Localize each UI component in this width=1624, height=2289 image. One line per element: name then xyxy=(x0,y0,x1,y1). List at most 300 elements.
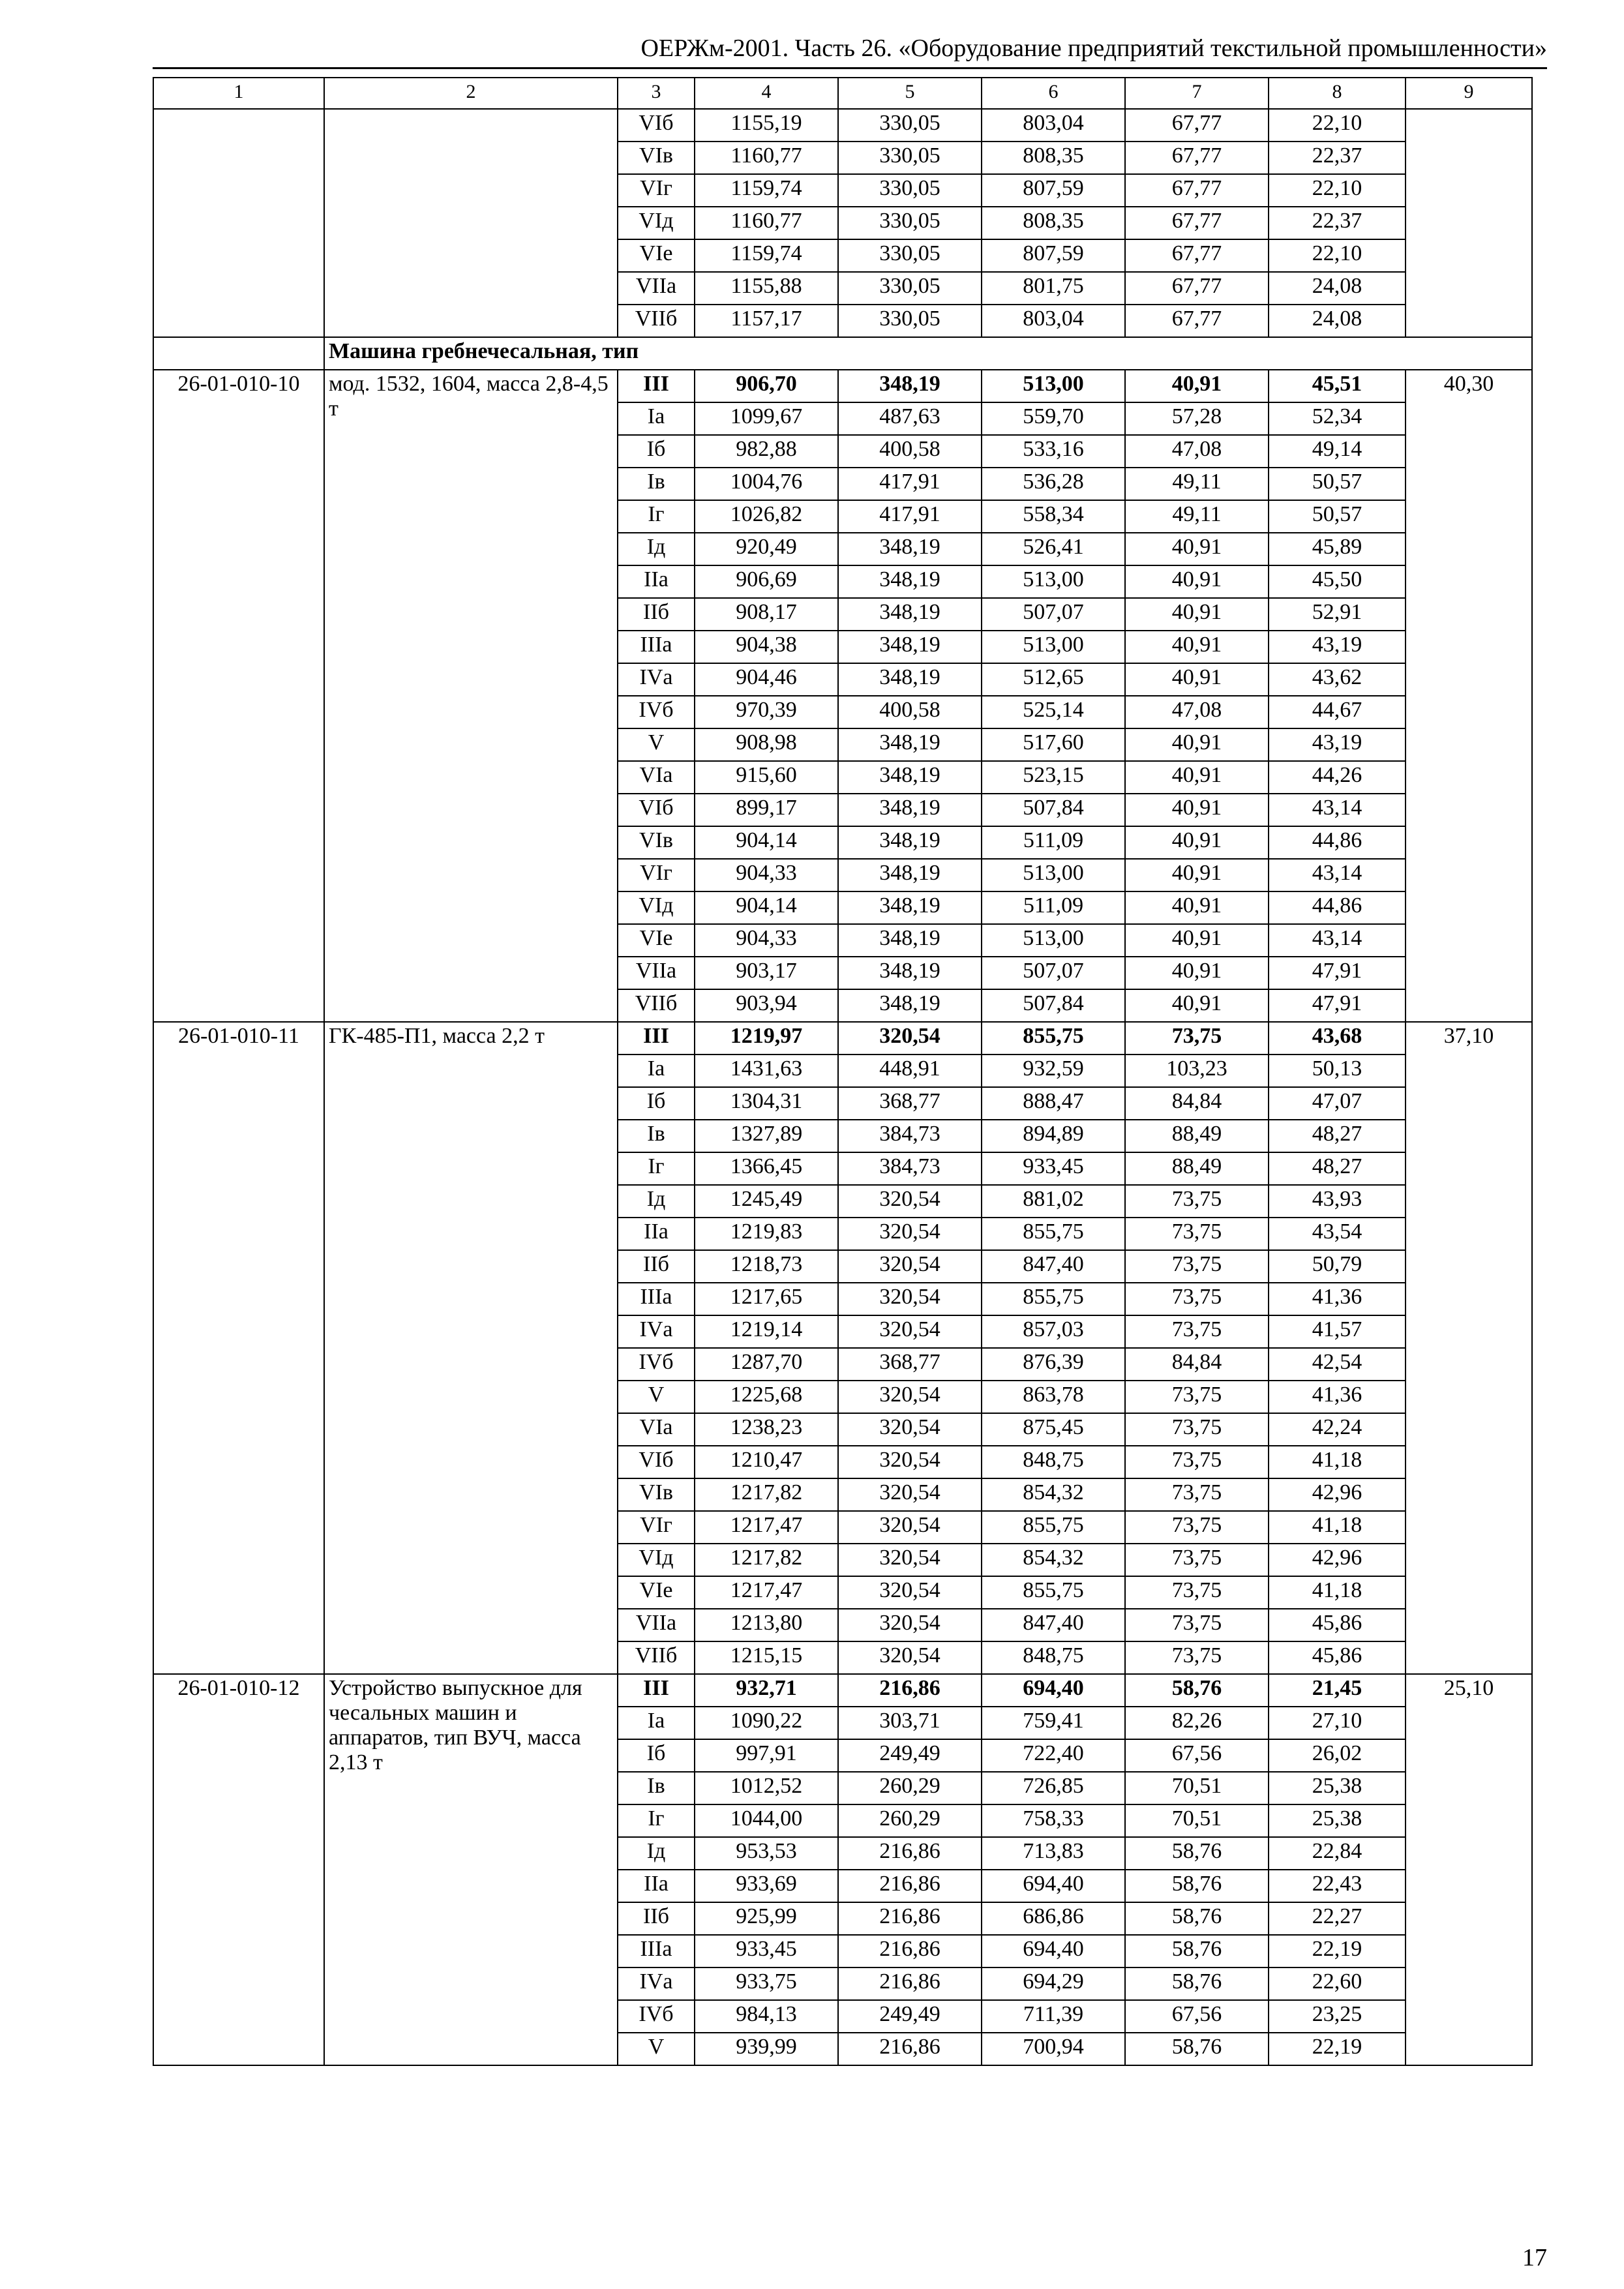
value-cell: 320,54 xyxy=(838,1609,982,1641)
value-cell: 44,86 xyxy=(1269,891,1406,924)
value-cell: 933,69 xyxy=(695,1870,838,1902)
value-cell: 48,27 xyxy=(1269,1120,1406,1152)
value-cell: 330,05 xyxy=(838,272,982,305)
category-cell: VIб xyxy=(618,109,695,142)
value-cell: 1217,82 xyxy=(695,1544,838,1576)
value-cell: 726,85 xyxy=(982,1772,1125,1804)
value-cell: 507,07 xyxy=(982,598,1125,631)
value-cell: 41,57 xyxy=(1269,1315,1406,1348)
value-cell: 40,91 xyxy=(1125,370,1269,402)
value-cell: 50,57 xyxy=(1269,500,1406,533)
value-cell: 1219,97 xyxy=(695,1022,838,1055)
category-cell: Iд xyxy=(618,1837,695,1870)
value-cell: 40,91 xyxy=(1125,533,1269,565)
value-cell: 216,86 xyxy=(838,2033,982,2065)
value-cell: 22,27 xyxy=(1269,1902,1406,1935)
value-cell: 43,68 xyxy=(1269,1022,1406,1055)
category-cell: VIIа xyxy=(618,1609,695,1641)
category-cell: VIг xyxy=(618,1511,695,1544)
value-cell: 73,75 xyxy=(1125,1544,1269,1576)
value-cell: 925,99 xyxy=(695,1902,838,1935)
value-cell: 939,99 xyxy=(695,2033,838,2065)
value-cell: 525,14 xyxy=(982,696,1125,728)
value-cell: 21,45 xyxy=(1269,1674,1406,1707)
value-cell: 933,75 xyxy=(695,1967,838,2000)
value-cell: 58,76 xyxy=(1125,1902,1269,1935)
item-code: 26-01-010-10 xyxy=(153,370,324,1022)
value-cell: 73,75 xyxy=(1125,1609,1269,1641)
item-description: мод. 1532, 1604, масса 2,8-4,5 т xyxy=(324,370,618,1022)
value-cell: 303,71 xyxy=(838,1707,982,1739)
category-cell: VIд xyxy=(618,207,695,239)
value-cell: 42,24 xyxy=(1269,1413,1406,1446)
value-cell: 22,10 xyxy=(1269,239,1406,272)
value-cell: 58,76 xyxy=(1125,1935,1269,1967)
value-cell: 44,26 xyxy=(1269,761,1406,794)
column-number: 8 xyxy=(1269,78,1406,109)
value-cell: 533,16 xyxy=(982,435,1125,468)
value-cell: 24,08 xyxy=(1269,305,1406,337)
value-cell: 43,62 xyxy=(1269,663,1406,696)
value-cell: 249,49 xyxy=(838,2000,982,2033)
group-title-row xyxy=(153,337,1532,370)
column-number: 4 xyxy=(695,78,838,109)
value-cell: 40,91 xyxy=(1125,794,1269,826)
value-cell: 44,86 xyxy=(1269,826,1406,859)
value-cell: 320,54 xyxy=(838,1576,982,1609)
value-cell: 67,56 xyxy=(1125,1739,1269,1772)
value-cell: 320,54 xyxy=(838,1315,982,1348)
value-cell: 686,86 xyxy=(982,1902,1125,1935)
value-cell: 847,40 xyxy=(982,1609,1125,1641)
value-cell: 43,14 xyxy=(1269,794,1406,826)
category-cell: IIа xyxy=(618,565,695,598)
value-cell: 855,75 xyxy=(982,1511,1125,1544)
value-cell: 22,10 xyxy=(1269,174,1406,207)
value-cell: 43,54 xyxy=(1269,1218,1406,1250)
value-cell: 25,38 xyxy=(1269,1804,1406,1837)
category-cell: VIа xyxy=(618,1413,695,1446)
value-cell: 1159,74 xyxy=(695,174,838,207)
value-cell: 320,54 xyxy=(838,1381,982,1413)
value-cell: 320,54 xyxy=(838,1185,982,1218)
value-cell: 348,19 xyxy=(838,663,982,696)
value-cell: 448,91 xyxy=(838,1055,982,1087)
value-cell: 899,17 xyxy=(695,794,838,826)
category-cell: VIб xyxy=(618,794,695,826)
value-cell: 881,02 xyxy=(982,1185,1125,1218)
value-cell: 43,14 xyxy=(1269,924,1406,957)
desc-cell-empty xyxy=(324,109,618,337)
value-cell: 1026,82 xyxy=(695,500,838,533)
value-cell: 854,32 xyxy=(982,1544,1125,1576)
value-cell: 507,07 xyxy=(982,957,1125,989)
value-cell: 1090,22 xyxy=(695,1707,838,1739)
value-cell: 43,19 xyxy=(1269,728,1406,761)
value-cell: 45,89 xyxy=(1269,533,1406,565)
value-cell: 759,41 xyxy=(982,1707,1125,1739)
category-cell: VIв xyxy=(618,142,695,174)
category-cell: Iа xyxy=(618,1707,695,1739)
value-cell: 70,51 xyxy=(1125,1772,1269,1804)
value-cell: 22,10 xyxy=(1269,109,1406,142)
value-cell: 970,39 xyxy=(695,696,838,728)
value-cell: 348,19 xyxy=(838,533,982,565)
value-cell: 58,76 xyxy=(1125,1870,1269,1902)
value-cell: 216,86 xyxy=(838,1674,982,1707)
value-cell: 807,59 xyxy=(982,174,1125,207)
value-cell: 368,77 xyxy=(838,1087,982,1120)
category-cell: Iб xyxy=(618,1739,695,1772)
item-description: Устройство выпускное для чесальных машин и аппаратов, тип ВУЧ, масса 2,13 т xyxy=(324,1674,618,2065)
value-cell: 348,19 xyxy=(838,957,982,989)
value-cell: 22,43 xyxy=(1269,1870,1406,1902)
value-cell: 1215,15 xyxy=(695,1641,838,1674)
table-row xyxy=(153,370,1532,402)
value-cell: 348,19 xyxy=(838,598,982,631)
column-number: 1 xyxy=(153,78,324,109)
category-cell: Iг xyxy=(618,1804,695,1837)
value-cell: 906,69 xyxy=(695,565,838,598)
category-cell: Iб xyxy=(618,1087,695,1120)
value-cell: 320,54 xyxy=(838,1022,982,1055)
price-table xyxy=(153,77,1533,2066)
category-cell: Iб xyxy=(618,435,695,468)
value-cell: 982,88 xyxy=(695,435,838,468)
value-cell: 23,25 xyxy=(1269,2000,1406,2033)
group-title: Машина гребнечесальная, тип xyxy=(324,337,1532,370)
value-cell: 513,00 xyxy=(982,631,1125,663)
value-cell: 216,86 xyxy=(838,1837,982,1870)
value-cell: 249,49 xyxy=(838,1739,982,1772)
category-cell: IIб xyxy=(618,1902,695,1935)
value-cell: 24,08 xyxy=(1269,272,1406,305)
value-cell: 320,54 xyxy=(838,1511,982,1544)
value-cell: 73,75 xyxy=(1125,1283,1269,1315)
value-cell: 40,91 xyxy=(1125,859,1269,891)
value-cell: 45,50 xyxy=(1269,565,1406,598)
value-cell: 875,45 xyxy=(982,1413,1125,1446)
category-cell: VIIб xyxy=(618,305,695,337)
category-cell: IVб xyxy=(618,2000,695,2033)
value-cell: 103,23 xyxy=(1125,1055,1269,1087)
value-cell: 1217,47 xyxy=(695,1576,838,1609)
value-cell: 906,70 xyxy=(695,370,838,402)
value-cell: 320,54 xyxy=(838,1283,982,1315)
value-cell: 22,60 xyxy=(1269,1967,1406,2000)
value-cell: 511,09 xyxy=(982,826,1125,859)
value-cell: 73,75 xyxy=(1125,1413,1269,1446)
category-cell: Iв xyxy=(618,1120,695,1152)
value-cell: 953,53 xyxy=(695,1837,838,1870)
category-cell: IIIа xyxy=(618,631,695,663)
value-cell: 22,84 xyxy=(1269,1837,1406,1870)
value-cell: 40,91 xyxy=(1125,728,1269,761)
value-cell: 1159,74 xyxy=(695,239,838,272)
value-cell: 1210,47 xyxy=(695,1446,838,1478)
col9-value: 40,30 xyxy=(1406,370,1532,1022)
category-cell: VIд xyxy=(618,1544,695,1576)
col9-value: 25,10 xyxy=(1406,1674,1532,2065)
value-cell: 45,86 xyxy=(1269,1609,1406,1641)
value-cell: 27,10 xyxy=(1269,1707,1406,1739)
value-cell: 512,65 xyxy=(982,663,1125,696)
value-cell: 848,75 xyxy=(982,1641,1125,1674)
category-cell: VIг xyxy=(618,859,695,891)
value-cell: 67,77 xyxy=(1125,109,1269,142)
value-cell: 348,19 xyxy=(838,761,982,794)
value-cell: 984,13 xyxy=(695,2000,838,2033)
value-cell: 1218,73 xyxy=(695,1250,838,1283)
value-cell: 400,58 xyxy=(838,696,982,728)
category-cell: IIб xyxy=(618,1250,695,1283)
value-cell: 47,91 xyxy=(1269,989,1406,1022)
value-cell: 67,77 xyxy=(1125,239,1269,272)
value-cell: 58,76 xyxy=(1125,1837,1269,1870)
value-cell: 43,93 xyxy=(1269,1185,1406,1218)
value-cell: 1012,52 xyxy=(695,1772,838,1804)
value-cell: 216,86 xyxy=(838,1902,982,1935)
value-cell: 320,54 xyxy=(838,1218,982,1250)
value-cell: 876,39 xyxy=(982,1348,1125,1381)
value-cell: 513,00 xyxy=(982,924,1125,957)
column-number: 6 xyxy=(982,78,1125,109)
value-cell: 41,18 xyxy=(1269,1576,1406,1609)
value-cell: 348,19 xyxy=(838,565,982,598)
value-cell: 82,26 xyxy=(1125,1707,1269,1739)
category-cell: VIе xyxy=(618,239,695,272)
value-cell: 558,34 xyxy=(982,500,1125,533)
value-cell: 513,00 xyxy=(982,565,1125,598)
value-cell: 526,41 xyxy=(982,533,1125,565)
value-cell: 1238,23 xyxy=(695,1413,838,1446)
value-cell: 67,77 xyxy=(1125,142,1269,174)
value-cell: 855,75 xyxy=(982,1283,1125,1315)
value-cell: 694,29 xyxy=(982,1967,1125,2000)
value-cell: 49,11 xyxy=(1125,468,1269,500)
value-cell: 559,70 xyxy=(982,402,1125,435)
value-cell: 1304,31 xyxy=(695,1087,838,1120)
value-cell: 40,91 xyxy=(1125,989,1269,1022)
value-cell: 487,63 xyxy=(838,402,982,435)
value-cell: 73,75 xyxy=(1125,1446,1269,1478)
value-cell: 808,35 xyxy=(982,207,1125,239)
value-cell: 908,17 xyxy=(695,598,838,631)
value-cell: 320,54 xyxy=(838,1446,982,1478)
category-cell: IVб xyxy=(618,1348,695,1381)
category-cell: Iг xyxy=(618,1152,695,1185)
category-cell: V xyxy=(618,2033,695,2065)
value-cell: 863,78 xyxy=(982,1381,1125,1413)
value-cell: 1287,70 xyxy=(695,1348,838,1381)
value-cell: 348,19 xyxy=(838,631,982,663)
value-cell: 67,77 xyxy=(1125,305,1269,337)
value-cell: 330,05 xyxy=(838,305,982,337)
table-row xyxy=(153,1022,1532,1055)
value-cell: 260,29 xyxy=(838,1772,982,1804)
category-cell: IIIа xyxy=(618,1283,695,1315)
value-cell: 384,73 xyxy=(838,1152,982,1185)
value-cell: 40,91 xyxy=(1125,761,1269,794)
value-cell: 22,37 xyxy=(1269,142,1406,174)
value-cell: 330,05 xyxy=(838,207,982,239)
value-cell: 511,09 xyxy=(982,891,1125,924)
value-cell: 904,14 xyxy=(695,891,838,924)
category-cell: IIIа xyxy=(618,1935,695,1967)
category-cell: V xyxy=(618,728,695,761)
value-cell: 915,60 xyxy=(695,761,838,794)
value-cell: 348,19 xyxy=(838,989,982,1022)
value-cell: 854,32 xyxy=(982,1478,1125,1511)
category-cell: VIIа xyxy=(618,272,695,305)
value-cell: 52,91 xyxy=(1269,598,1406,631)
value-cell: 1160,77 xyxy=(695,142,838,174)
value-cell: 73,75 xyxy=(1125,1478,1269,1511)
value-cell: 400,58 xyxy=(838,435,982,468)
category-cell: VIв xyxy=(618,1478,695,1511)
value-cell: 700,94 xyxy=(982,2033,1125,2065)
value-cell: 320,54 xyxy=(838,1250,982,1283)
value-cell: 330,05 xyxy=(838,239,982,272)
category-cell: IVа xyxy=(618,1967,695,2000)
value-cell: 67,56 xyxy=(1125,2000,1269,2033)
value-cell: 932,71 xyxy=(695,1674,838,1707)
value-cell: 903,94 xyxy=(695,989,838,1022)
value-cell: 904,46 xyxy=(695,663,838,696)
value-cell: 1431,63 xyxy=(695,1055,838,1087)
category-cell: Iд xyxy=(618,533,695,565)
item-description: ГК-485-П1, масса 2,2 т xyxy=(324,1022,618,1674)
header-rule xyxy=(153,67,1547,69)
column-number: 7 xyxy=(1125,78,1269,109)
value-cell: 26,02 xyxy=(1269,1739,1406,1772)
value-cell: 47,08 xyxy=(1125,435,1269,468)
value-cell: 1155,88 xyxy=(695,272,838,305)
value-cell: 52,34 xyxy=(1269,402,1406,435)
value-cell: 73,75 xyxy=(1125,1218,1269,1250)
value-cell: 1004,76 xyxy=(695,468,838,500)
value-cell: 41,36 xyxy=(1269,1283,1406,1315)
value-cell: 348,19 xyxy=(838,826,982,859)
value-cell: 932,59 xyxy=(982,1055,1125,1087)
category-cell: VIг xyxy=(618,174,695,207)
value-cell: 368,77 xyxy=(838,1348,982,1381)
value-cell: 320,54 xyxy=(838,1544,982,1576)
value-cell: 73,75 xyxy=(1125,1022,1269,1055)
value-cell: 50,57 xyxy=(1269,468,1406,500)
value-cell: 904,33 xyxy=(695,859,838,891)
value-cell: 920,49 xyxy=(695,533,838,565)
value-cell: 67,77 xyxy=(1125,207,1269,239)
value-cell: 40,91 xyxy=(1125,957,1269,989)
value-cell: 41,18 xyxy=(1269,1511,1406,1544)
category-cell: VIIа xyxy=(618,957,695,989)
value-cell: 908,98 xyxy=(695,728,838,761)
value-cell: 517,60 xyxy=(982,728,1125,761)
category-cell: VIIб xyxy=(618,1641,695,1674)
value-cell: 855,75 xyxy=(982,1576,1125,1609)
value-cell: 1217,47 xyxy=(695,1511,838,1544)
value-cell: 803,04 xyxy=(982,305,1125,337)
value-cell: 216,86 xyxy=(838,1870,982,1902)
value-cell: 43,14 xyxy=(1269,859,1406,891)
value-cell: 348,19 xyxy=(838,859,982,891)
value-cell: 803,04 xyxy=(982,109,1125,142)
column-number: 5 xyxy=(838,78,982,109)
value-cell: 47,07 xyxy=(1269,1087,1406,1120)
value-cell: 73,75 xyxy=(1125,1185,1269,1218)
value-cell: 894,89 xyxy=(982,1120,1125,1152)
category-cell: IIа xyxy=(618,1870,695,1902)
table-row xyxy=(153,1674,1532,1707)
value-cell: 25,38 xyxy=(1269,1772,1406,1804)
value-cell: 45,51 xyxy=(1269,370,1406,402)
value-cell: 22,19 xyxy=(1269,2033,1406,2065)
category-cell: IIб xyxy=(618,598,695,631)
value-cell: 330,05 xyxy=(838,174,982,207)
value-cell: 523,15 xyxy=(982,761,1125,794)
category-cell: VIа xyxy=(618,761,695,794)
column-number: 9 xyxy=(1406,78,1532,109)
value-cell: 808,35 xyxy=(982,142,1125,174)
value-cell: 1225,68 xyxy=(695,1381,838,1413)
value-cell: 507,84 xyxy=(982,794,1125,826)
category-cell: VIв xyxy=(618,826,695,859)
value-cell: 40,91 xyxy=(1125,891,1269,924)
value-cell: 847,40 xyxy=(982,1250,1125,1283)
value-cell: 855,75 xyxy=(982,1218,1125,1250)
value-cell: 320,54 xyxy=(838,1413,982,1446)
value-cell: 348,19 xyxy=(838,728,982,761)
value-cell: 536,28 xyxy=(982,468,1125,500)
category-cell: VIб xyxy=(618,1446,695,1478)
value-cell: 384,73 xyxy=(838,1120,982,1152)
running-header: ОЕРЖм-2001. Часть 26. «Оборудование предприятий текстильной промышленности» xyxy=(640,35,1547,62)
value-cell: 888,47 xyxy=(982,1087,1125,1120)
value-cell: 1155,19 xyxy=(695,109,838,142)
value-cell: 260,29 xyxy=(838,1804,982,1837)
value-cell: 41,36 xyxy=(1269,1381,1406,1413)
value-cell: 88,49 xyxy=(1125,1120,1269,1152)
value-cell: 67,77 xyxy=(1125,272,1269,305)
value-cell: 40,91 xyxy=(1125,631,1269,663)
category-cell: VIд xyxy=(618,891,695,924)
category-cell: VIе xyxy=(618,1576,695,1609)
value-cell: 801,75 xyxy=(982,272,1125,305)
value-cell: 997,91 xyxy=(695,1739,838,1772)
table-row xyxy=(153,109,1532,142)
col9-value: 37,10 xyxy=(1406,1022,1532,1674)
value-cell: 58,76 xyxy=(1125,2033,1269,2065)
column-number: 3 xyxy=(618,78,695,109)
value-cell: 417,91 xyxy=(838,468,982,500)
value-cell: 711,39 xyxy=(982,2000,1125,2033)
value-cell: 417,91 xyxy=(838,500,982,533)
value-cell: 67,77 xyxy=(1125,174,1269,207)
value-cell: 42,96 xyxy=(1269,1544,1406,1576)
category-cell: IVб xyxy=(618,696,695,728)
value-cell: 70,51 xyxy=(1125,1804,1269,1837)
value-cell: 40,91 xyxy=(1125,663,1269,696)
category-cell: Iд xyxy=(618,1185,695,1218)
value-cell: 933,45 xyxy=(695,1935,838,1967)
value-cell: 1245,49 xyxy=(695,1185,838,1218)
value-cell: 73,75 xyxy=(1125,1250,1269,1283)
value-cell: 1160,77 xyxy=(695,207,838,239)
value-cell: 1219,14 xyxy=(695,1315,838,1348)
title-spacer xyxy=(153,337,324,370)
category-cell: III xyxy=(618,1022,695,1055)
